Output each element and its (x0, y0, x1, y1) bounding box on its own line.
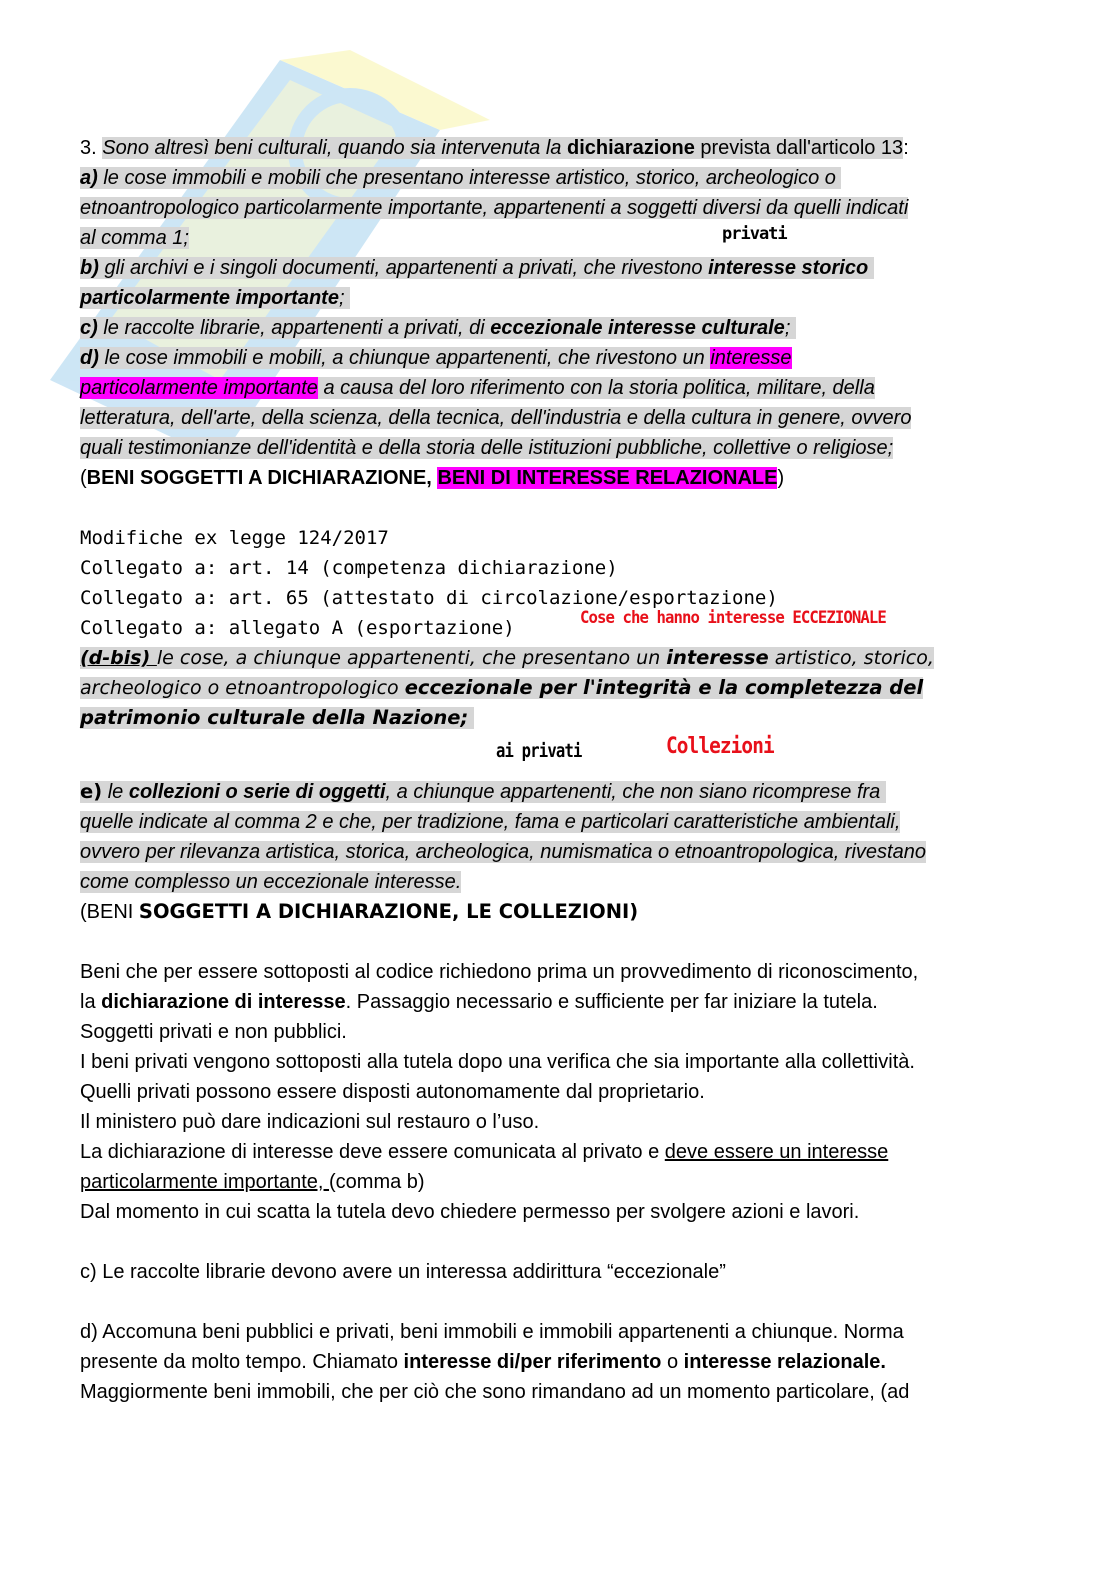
collegato-allegato-a: Collegato a: allegato A (esportazione) (80, 617, 515, 639)
handwriting-privati: privati (722, 224, 787, 244)
summary-relazionale: (BENI SOGGETTI A DICHIARAZIONE, BENI DI INTERESSE RELAZIONALE) (80, 467, 785, 489)
item-d-line4: quali testimonianze dell'identità e della storia delle istituzioni pubbliche, collettive o religiose; (80, 437, 894, 459)
item-e-line1: e) le collezioni o serie di oggetti, a chiunque appartenenti, che non siano ricomprese fra (80, 777, 1040, 807)
item-d-line2: particolarmente importante a causa del loro riferimento con la storia politica, militare, della (80, 377, 875, 399)
modifiche-line: Modifiche ex legge 124/2017 (80, 527, 389, 549)
item-e-line3: ovvero per rilevanza artistica, storica, archeologica, numismatica o etnoantropologica, rivestano (80, 841, 926, 863)
item-b-line2: particolarmente importante; (80, 283, 1040, 313)
notes-line10: c) Le raccolte librarie devono avere un interessa addirittura “eccezionale” (80, 1261, 726, 1283)
handwriting-ai-privati: ai privati (496, 740, 582, 762)
item-dbis-line3: patrimonio culturale della Nazione; (80, 703, 1040, 733)
summary-collezioni: (BENI SOGGETTI A DICHIARAZIONE, LE COLLEZIONI) (80, 900, 639, 923)
item-b-line1: b) gli archivi e i singoli documenti, appartenenti a privati, che rivestono interesse storico (80, 253, 1040, 283)
collegato-art65: Collegato a: art. 65 (attestato di circolazione/esportazione) (80, 587, 778, 609)
item-dbis-line2: archeologico o etnoantropologico eccezionale per l'integrità e la completezza del (80, 676, 924, 699)
item-e-line2: quelle indicate al comma 2 e che, per tradizione, fama e particolari caratteristiche ambientali, (80, 811, 901, 833)
document-body (80, 133, 1040, 1407)
paragraph-3-intro: 3. Sono altresì beni culturali, quando sia intervenuta la dichiarazione prevista dall'articolo 13: (80, 137, 909, 159)
notes-line8: particolarmente importante, (comma b) (80, 1171, 425, 1193)
handwriting-cose-eccezionale: Cose che hanno interesse ECCEZIONALE (580, 608, 886, 628)
notes-line7: La dichiarazione di interesse deve essere comunicata al privato e deve essere un interesse (80, 1141, 889, 1163)
notes-line13: Maggiormente beni immobili, che per ciò che sono rimandano ad un momento particolare, (ad (80, 1381, 910, 1403)
notes-line5: Quelli privati possono essere disposti autonomamente dal proprietario. (80, 1081, 705, 1103)
notes-line1: Beni che per essere sottoposti al codice richiedono prima un provvedimento di riconoscimento, (80, 961, 919, 983)
notes-line3: Soggetti privati e non pubblici. (80, 1021, 347, 1043)
watermark-bar-shape (280, 50, 490, 130)
notes-line9: Dal momento in cui scatta la tutela devo chiedere permesso per svolgere azioni e lavori. (80, 1201, 860, 1223)
handwriting-collezioni: Collezioni (666, 734, 774, 759)
item-a-line3: al comma 1; (80, 227, 189, 249)
notes-line2: la dichiarazione di interesse. Passaggio necessario e sufficiente per far iniziare la tutela. (80, 991, 878, 1013)
collegato-art14: Collegato a: art. 14 (competenza dichiarazione) (80, 557, 618, 579)
notes-line12: presente da molto tempo. Chiamato interesse di/per riferimento o interesse relazionale. (80, 1351, 886, 1373)
item-c: c) le raccolte librarie, appartenenti a privati, di eccezionale interesse culturale; (80, 313, 1040, 343)
notes-line4: I beni privati vengono sottoposti alla tutela dopo una verifica che sia importante alla collettività. (80, 1051, 915, 1073)
notes-line6: Il ministero può dare indicazioni sul restauro o l’uso. (80, 1111, 540, 1133)
notes-line11: d) Accomuna beni pubblici e privati, beni immobili e immobili appartenenti a chiunque. Norma (80, 1321, 904, 1343)
item-d-line3: letteratura, dell'arte, della scienza, della tecnica, dell'industria e della cultura in genere, ovvero (80, 407, 912, 429)
item-a-line1: a) le cose immobili e mobili che presentano interesse artistico, storico, archeologico o (80, 163, 1040, 193)
item-a-line2: etnoantropologico particolarmente importante, appartenenti a soggetti diversi da quelli indicati (80, 197, 909, 219)
item-d-line1: d) le cose immobili e mobili, a chiunque appartenenti, che rivestono un interesse (80, 347, 792, 369)
item-e-line4: come complesso un eccezionale interesse. (80, 871, 462, 893)
item-dbis-line1: (d-bis) le cose, a chiunque appartenenti, che presentano un interesse artistico, storico, (80, 646, 934, 669)
